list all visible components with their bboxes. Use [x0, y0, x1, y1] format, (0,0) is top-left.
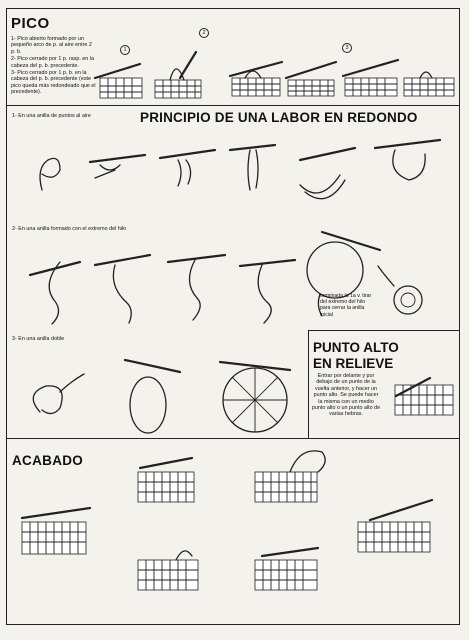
pico-step-1: 1- Pico abierto formado por un pequeño arco de p. al aire entre 2 p. b. — [11, 36, 92, 55]
method2-step-4 — [240, 260, 295, 323]
pico-badge-3: 3 — [342, 43, 352, 53]
pico-illustration-6 — [404, 72, 454, 96]
method2-step-1 — [30, 262, 80, 324]
redondo-title: PRINCIPIO DE UNA LABOR EN REDONDO — [140, 110, 418, 125]
method3-step-2 — [125, 360, 180, 433]
acabado-title: ACABADO — [12, 453, 84, 468]
acabado-illustration-6 — [255, 548, 318, 590]
relieve-title-line1: PUNTO ALTO — [313, 340, 399, 355]
acabado-illustration-3 — [22, 508, 90, 554]
pico-badge-1: 1 — [120, 45, 130, 55]
method2-step-6 — [378, 266, 422, 314]
method1-step-1 — [40, 158, 60, 190]
acabado-illustration-5 — [138, 551, 198, 590]
pico-illustration-4 — [286, 62, 336, 96]
method1-step-4 — [230, 145, 275, 190]
method1-caption: 1- En una anilla de puntos al aire — [12, 113, 91, 119]
relieve-title-line2: EN RELIEVE — [313, 356, 394, 371]
pico-badge-2: 2 — [199, 28, 209, 38]
method1-step-2 — [90, 155, 145, 178]
pico-step-2: 2- Pico cerrado por 1 p. rasp. en la cabeza del p. b. precedente. — [11, 56, 94, 69]
pico-illustration-5 — [343, 60, 398, 96]
method3-step-3 — [220, 362, 290, 432]
method1-step-6 — [375, 140, 440, 180]
acabado-illustration-4 — [358, 500, 432, 552]
method2-step-3 — [168, 255, 225, 320]
method2-step-2 — [95, 255, 150, 323]
acabado-illustration-2 — [255, 451, 325, 502]
method1-step-3 — [160, 150, 215, 186]
pico-illustration-2 — [155, 52, 201, 98]
relieve-title — [313, 340, 399, 372]
acabado-illustration-1 — [138, 458, 194, 502]
method1-step-5 — [300, 148, 355, 199]
method2-caption: 2- En una anilla formado con el extremo del hilo — [12, 226, 127, 232]
method3-step-1 — [33, 374, 84, 414]
pico-illustration-3 — [230, 62, 282, 96]
relieve-illustration — [395, 378, 453, 415]
pico-illustration-1 — [95, 64, 142, 98]
relieve-text: Entrar por delante y por debajo de un punto de la vuelta anterior, y hacer un punto alto. Se puede hacer la misma con un medio punto alto o un punto alto de varias hebras. — [311, 373, 381, 418]
pico-title: PICO — [11, 15, 50, 32]
method3-caption: 3- En una anilla doble — [12, 336, 65, 342]
method2-note: terminada la 1a v. tirar del extremo del hilo para cerrar la anilla inicial — [320, 293, 372, 318]
pico-step-3: 3- Pico cerrado por 1 p. b. en la cabeza del p. b. precedente (este pico queda más redondeado que el precedente). — [11, 70, 96, 96]
